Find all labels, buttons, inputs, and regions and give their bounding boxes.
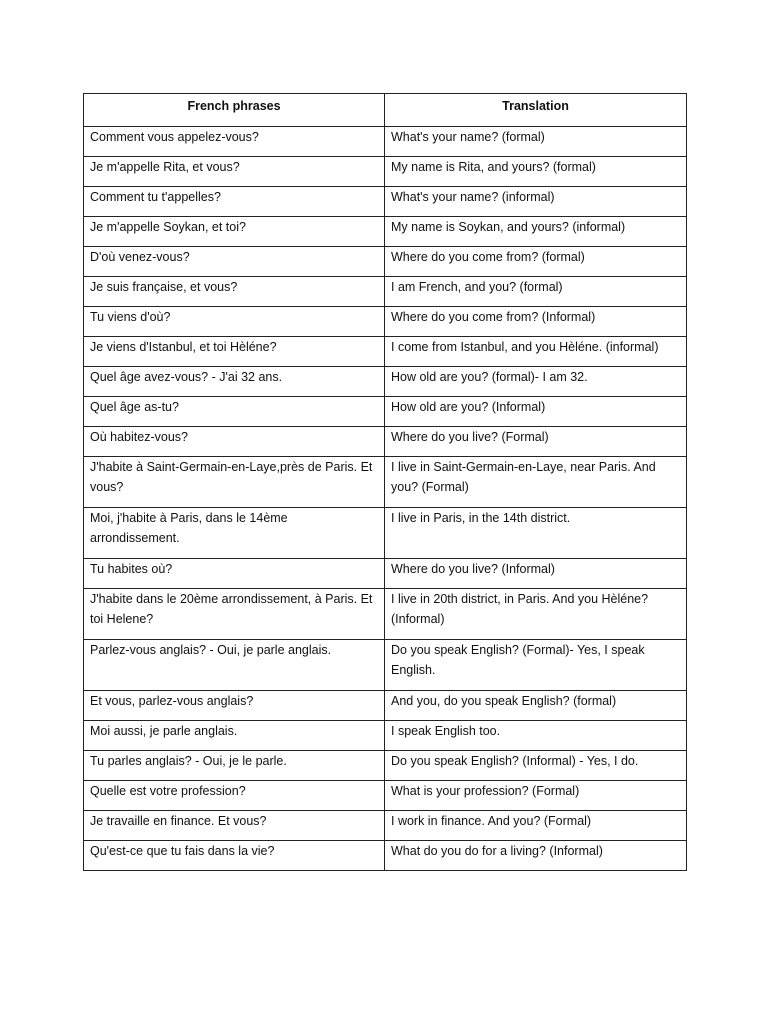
french-cell: Je viens d'Istanbul, et toi Hèléne?: [84, 337, 385, 367]
translation-cell: Where do you live? (Informal): [385, 559, 687, 589]
table-row: [84, 640, 687, 691]
french-cell: Quel âge as-tu?: [84, 397, 385, 427]
translation-cell: How old are you? (formal)- I am 32.: [385, 367, 687, 397]
table-row: [84, 157, 687, 187]
table-header-row: [84, 94, 687, 127]
translation-cell: Do you speak English? (Formal)- Yes, I speak English.: [385, 640, 687, 691]
french-cell: Tu parles anglais? - Oui, je le parle.: [84, 751, 385, 781]
translation-cell: My name is Rita, and yours? (formal): [385, 157, 687, 187]
french-cell: Je travaille en finance. Et vous?: [84, 811, 385, 841]
french-cell: D'où venez-vous?: [84, 247, 385, 277]
translation-cell: What do you do for a living? (Informal): [385, 841, 687, 871]
translation-cell: I live in Paris, in the 14th district.: [385, 508, 687, 559]
translation-cell: My name is Soykan, and yours? (informal): [385, 217, 687, 247]
phrase-table: [83, 93, 687, 871]
french-cell: Je suis française, et vous?: [84, 277, 385, 307]
table-row: [84, 247, 687, 277]
table-row: [84, 427, 687, 457]
table-row: [84, 337, 687, 367]
table-row: [84, 751, 687, 781]
french-cell: Moi, j'habite à Paris, dans le 14ème arrondissement.: [84, 508, 385, 559]
table-row: [84, 127, 687, 157]
table-row: [84, 589, 687, 640]
translation-cell: I live in 20th district, in Paris. And you Hèléne? (Informal): [385, 589, 687, 640]
translation-cell: Do you speak English? (Informal) - Yes, I do.: [385, 751, 687, 781]
table-row: [84, 781, 687, 811]
translation-cell: I live in Saint-Germain-en-Laye, near Paris. And you? (Formal): [385, 457, 687, 508]
translation-cell: What is your profession? (Formal): [385, 781, 687, 811]
french-cell: Comment tu t'appelles?: [84, 187, 385, 217]
table-row: [84, 691, 687, 721]
french-cell: J'habite dans le 20ème arrondissement, à Paris. Et toi Helene?: [84, 589, 385, 640]
translation-cell: I am French, and you? (formal): [385, 277, 687, 307]
translation-cell: I come from Istanbul, and you Hèléne. (informal): [385, 337, 687, 367]
table-row: [84, 217, 687, 247]
table-row: [84, 307, 687, 337]
table-row: [84, 721, 687, 751]
french-cell: Tu habites où?: [84, 559, 385, 589]
translation-cell: I speak English too.: [385, 721, 687, 751]
header-french-phrases: French phrases: [84, 94, 385, 127]
table-row: [84, 811, 687, 841]
french-cell: Où habitez-vous?: [84, 427, 385, 457]
french-cell: Qu'est-ce que tu fais dans la vie?: [84, 841, 385, 871]
translation-cell: What's your name? (formal): [385, 127, 687, 157]
translation-cell: Where do you come from? (formal): [385, 247, 687, 277]
translation-cell: Where do you come from? (Informal): [385, 307, 687, 337]
table-row: [84, 457, 687, 508]
table-row: [84, 841, 687, 871]
french-cell: Et vous, parlez-vous anglais?: [84, 691, 385, 721]
translation-cell: What's your name? (informal): [385, 187, 687, 217]
table-row: [84, 187, 687, 217]
translation-cell: How old are you? (Informal): [385, 397, 687, 427]
french-cell: J'habite à Saint-Germain-en-Laye,près de Paris. Et vous?: [84, 457, 385, 508]
table-row: [84, 508, 687, 559]
table-row: [84, 559, 687, 589]
translation-cell: Where do you live? (Formal): [385, 427, 687, 457]
french-cell: Parlez-vous anglais? - Oui, je parle anglais.: [84, 640, 385, 691]
translation-cell: And you, do you speak English? (formal): [385, 691, 687, 721]
french-cell: Comment vous appelez-vous?: [84, 127, 385, 157]
french-cell: Tu viens d'où?: [84, 307, 385, 337]
french-cell: Quelle est votre profession?: [84, 781, 385, 811]
table-row: [84, 367, 687, 397]
header-translation: Translation: [385, 94, 687, 127]
translation-cell: I work in finance. And you? (Formal): [385, 811, 687, 841]
french-cell: Quel âge avez-vous? - J'ai 32 ans.: [84, 367, 385, 397]
table-row: [84, 277, 687, 307]
table-row: [84, 397, 687, 427]
french-cell: Je m'appelle Rita, et vous?: [84, 157, 385, 187]
french-cell: Je m'appelle Soykan, et toi?: [84, 217, 385, 247]
french-cell: Moi aussi, je parle anglais.: [84, 721, 385, 751]
